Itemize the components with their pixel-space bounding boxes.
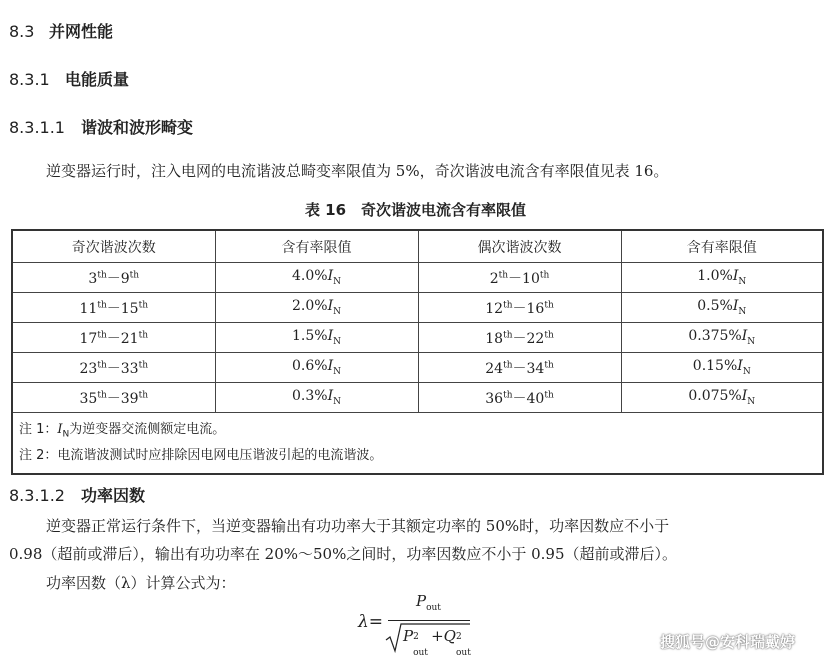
odd-harmonic-limit: $0.3\%I_N$ [215, 383, 418, 413]
fraction-bar [388, 620, 470, 621]
even-harmonic-limit: $0.5\%I_N$ [621, 293, 823, 323]
formula-lhs: λ= [358, 612, 384, 632]
even-harmonic-order: 18th－22th [418, 323, 621, 353]
heading-8-3-1-1 [9, 115, 193, 138]
paragraph-pf-line1: 逆变器正常运行条件下，当逆变器输出有功功率大于其额定功率的 50%时，功率因数应不小于 [46, 517, 670, 535]
odd-harmonic-limit: $4.0\%I_N$ [215, 263, 418, 293]
harmonic-limit-table [11, 229, 824, 475]
even-harmonic-limit: $1.0\%I_N$ [621, 263, 823, 293]
heading-title: 谐波和波形畸变 [81, 118, 194, 137]
table-row [12, 263, 823, 293]
even-harmonic-order: 24th－34th [418, 353, 621, 383]
table-notes-row [12, 413, 823, 475]
note-1: 注 1：$I_N$为逆变器交流侧额定电流。 [19, 421, 226, 440]
odd-harmonic-order: 35th－39th [12, 383, 215, 413]
table-header-row [12, 230, 823, 263]
odd-harmonic-order: 11th－15th [12, 293, 215, 323]
even-harmonic-order: 36th－40th [418, 383, 621, 413]
odd-harmonic-limit: $2.0\%I_N$ [215, 293, 418, 323]
heading-number: 8.3 [9, 22, 35, 41]
table-row [12, 353, 823, 383]
watermark: 搜狐号@安科瑞戴婷 [660, 633, 796, 651]
paragraph-thd-limit: 逆变器运行时，注入电网的电流谐波总畸变率限值为 5%，奇次谐波电流含有率限值见表 16。 [46, 162, 669, 180]
header-even-order: 偶次谐波次数 [418, 230, 621, 263]
odd-harmonic-limit: $0.6\%I_N$ [215, 353, 418, 383]
power-factor-formula [358, 590, 478, 656]
even-harmonic-limit: $0.15\%I_N$ [621, 353, 823, 383]
odd-harmonic-order: 23th－33th [12, 353, 215, 383]
heading-8-3 [9, 19, 113, 42]
header-odd-limit: 含有率限值 [215, 230, 418, 263]
header-even-limit: 含有率限值 [621, 230, 823, 263]
note-2: 注 2：电流谐波测试时应排除因电网电压谐波引起的电流谐波。 [19, 448, 383, 464]
table-row [12, 383, 823, 413]
odd-harmonic-order: 17th－21th [12, 323, 215, 353]
even-harmonic-limit: $0.375\%I_N$ [621, 323, 823, 353]
even-harmonic-order: 2th－10th [418, 263, 621, 293]
table-caption: 表 16 奇次谐波电流含有率限值 [304, 201, 527, 219]
table-notes [12, 413, 823, 475]
heading-title: 电能质量 [65, 70, 130, 89]
even-harmonic-order: 12th－16th [418, 293, 621, 323]
odd-harmonic-order: 3th－9th [12, 263, 215, 293]
heading-8-3-1 [9, 67, 129, 90]
heading-8-3-1-2 [9, 483, 145, 506]
heading-title: 并网性能 [49, 22, 114, 41]
paragraph-pf-line2: 0.98（超前或滞后），输出有功功率在 20%～50%之间时，功率因数应不小于 0.95（超前或滞后）。 [9, 545, 678, 563]
table-row [12, 323, 823, 353]
even-harmonic-limit: $0.075\%I_N$ [621, 383, 823, 413]
table-row [12, 293, 823, 323]
heading-number: 8.3.1.1 [9, 118, 65, 137]
formula-numerator: $P_{out}$ [416, 592, 441, 613]
paragraph-formula-intro: 功率因数（λ）计算公式为： [46, 574, 236, 592]
odd-harmonic-limit: $1.5\%I_N$ [215, 323, 418, 353]
heading-number: 8.3.1 [9, 70, 50, 89]
formula-denominator: P 2 out +Q 2 out [403, 627, 471, 658]
heading-number: 8.3.1.2 [9, 486, 65, 505]
header-odd-order: 奇次谐波次数 [12, 230, 215, 263]
heading-title: 功率因数 [81, 486, 146, 505]
